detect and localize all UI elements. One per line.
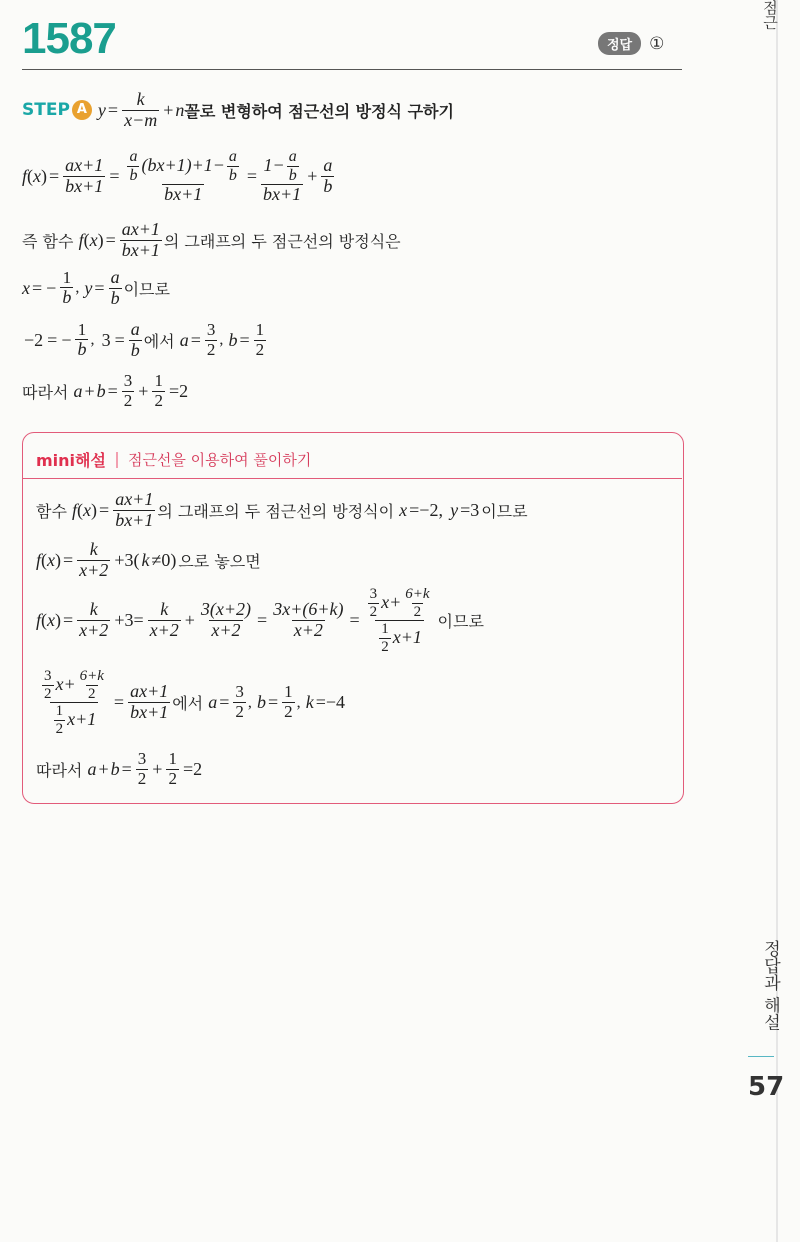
text: 에서 bbox=[143, 331, 175, 351]
text: 이므로 bbox=[437, 612, 484, 631]
derivation-line-1: f ( x ) = $\frac{ax+1}{bx+1}$ = $\frac{a}{b}$ (bx+1)+1− $\frac{a}{b}$ bx+1 = 1− $\frac{a}{b}$ bx+1 + $\frac{a}{b}$ bbox=[22, 148, 333, 205]
mini-header bbox=[36, 448, 311, 471]
text: 따라서 bbox=[22, 382, 69, 402]
answer-value: ① bbox=[649, 33, 665, 54]
text: 의 그래프의 두 점근선의 방정식은 bbox=[163, 231, 401, 251]
mini-divider bbox=[22, 478, 682, 479]
text: 즉 함수 bbox=[22, 231, 74, 251]
divider bbox=[116, 452, 118, 468]
text: 에서 bbox=[172, 694, 204, 713]
page-edge bbox=[776, 0, 778, 1242]
step-label: STEP bbox=[22, 100, 70, 121]
step-description: 꼴로 변형하여 점근선의 방정식 구하기 bbox=[184, 101, 454, 121]
math: y bbox=[97, 99, 106, 120]
section-title: 정답과 해설 bbox=[760, 940, 780, 1031]
mini-line-5: 따라서 a + b = $\frac{3}{2}$ + $\frac{1}{2}$ =2 bbox=[36, 749, 203, 788]
step-circle: A bbox=[72, 100, 92, 120]
derivation-line-3: x = − $\frac{1}{b}$ , y = $\frac{a}{b}$ 이므로 bbox=[22, 267, 170, 308]
text: 의 그래프의 두 점근선의 방정식이 bbox=[157, 501, 395, 521]
text: 따라서 bbox=[36, 760, 83, 780]
text: 이므로 bbox=[123, 279, 170, 299]
answer-badge: 정답 bbox=[598, 32, 641, 55]
mini-title: 점근선을 이용하여 풀이하기 bbox=[127, 451, 312, 469]
side-top-text: 점근 bbox=[761, 0, 779, 30]
mini-line-3: f ( x ) = $\frac{k}{x+2}$ +3= $\frac{k}{x+2}$ + $\frac{3(x+2)}{x+2}$ = $\frac{3x+(6+k)}{x+2}$ = $\frac{3}{2}$ x+ $\frac{6+k}{2}$ $\frac{1}{2}$ x+1 이므로 bbox=[36, 586, 484, 655]
header-rule bbox=[22, 69, 682, 70]
mini-line-4: $\frac{3}{2}$ x+ $\frac{6+k}{2}$ $\frac{1}{2}$ x+1 = $\frac{ax+1}{bx+1}$ 에서 a = $\frac{3}{2}$ , b = $\frac{1}{2}$ , k =−4 bbox=[44, 668, 346, 737]
derivation-line-2: 즉 함수 f ( x ) = $\frac{ax+1}{bx+1}$ 의 그래프의 두 점근선의 방정식은 bbox=[22, 219, 401, 260]
mini-label: mini해설 bbox=[36, 451, 106, 470]
page-number: 57 bbox=[748, 1072, 785, 1102]
fraction: $\frac{k}{x-m}$ bbox=[124, 89, 158, 130]
answer-box bbox=[598, 32, 664, 55]
side-rule bbox=[748, 1056, 774, 1057]
mini-line-1: 함수 f ( x ) = $\frac{ax+1}{bx+1}$ 의 그래프의 두 점근선의 방정식이 x =−2, y =3 이므로 bbox=[36, 489, 528, 530]
text: 함수 bbox=[36, 501, 67, 521]
derivation-line-5: 따라서 a + b = $\frac{3}{2}$ + $\frac{1}{2}$ =2 bbox=[22, 371, 189, 410]
problem-number: 1587 bbox=[22, 14, 116, 63]
mini-line-2: f ( x ) = $\frac{k}{x+2}$ +3( k ≠0) 으로 놓으면 bbox=[36, 539, 261, 580]
step-a-line: STEP A y = $\frac{k}{x-m}$ + n 꼴로 변형하여 점근선의 방정식 구하기 bbox=[22, 89, 454, 130]
text: 으로 놓으면 bbox=[178, 551, 261, 571]
text: 이므로 bbox=[481, 501, 528, 521]
derivation-line-4: −2 = − $\frac{1}{b}$ , 3 = $\frac{a}{b}$ 에서 a = $\frac{3}{2}$ , b = $\frac{1}{2}$ bbox=[24, 319, 265, 360]
